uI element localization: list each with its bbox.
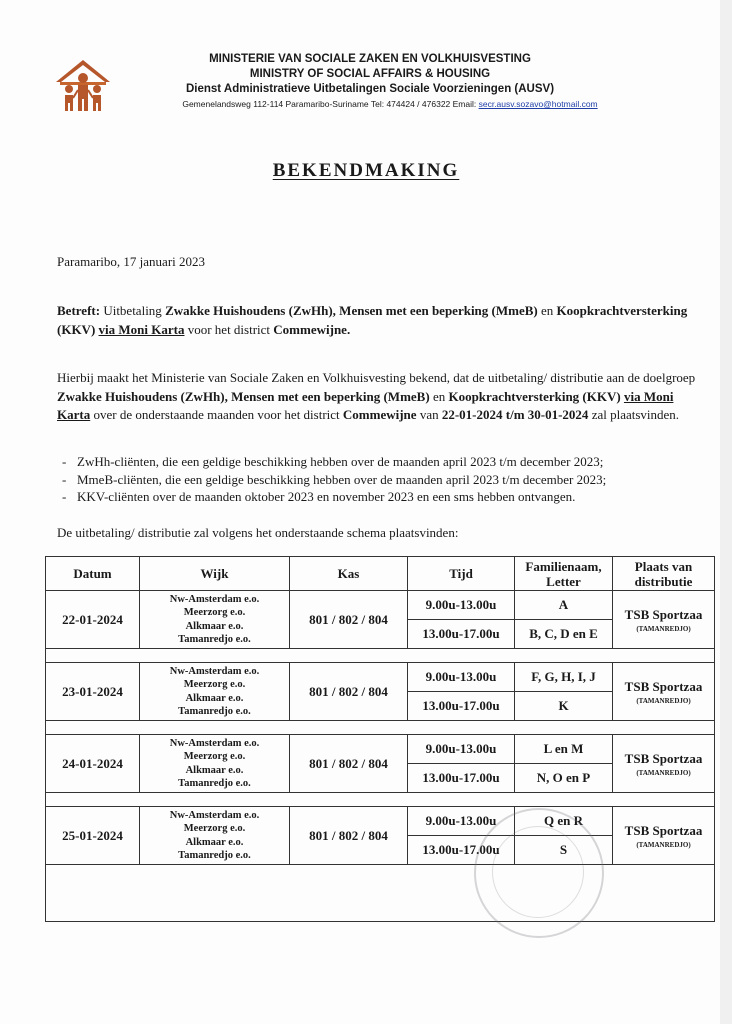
plaats-sub: (TAMANREDJO) [636,768,691,777]
subject-label: Betreft: [57,303,101,318]
wijk-line: Meerzorg e.o. [183,823,246,834]
wijk-line: Nw-Amsterdam e.o. [169,737,260,749]
subject-moni-karta: via Moni Karta [98,321,185,337]
intro-groups: Zwakke Huishoudens (ZwHh), Mensen met een beperking (MmeB) [57,388,430,404]
document-title [0,160,732,182]
letterhead-address [130,99,650,109]
cell-tijd: 9.00u-13.00u [408,663,515,692]
cell-familienaam: F, G, H, I, J [515,663,613,692]
table-header-row [46,557,715,591]
wijk-line: Tamanredjo e.o. [178,778,251,789]
intro-text: Hierbij maakt het Ministerie van Sociale Zaken en Volkhuisvesting bekend, dat de uitbetaling/ distributie aan de doelgroep [57,370,696,385]
eligibility-list [57,453,717,506]
cell-plaats [613,735,715,793]
plaats-name: TSB Sportzaa [624,822,703,838]
wijk-line: Nw-Amsterdam e.o. [169,593,260,605]
cell-tijd: 13.00u-17.00u [408,836,515,865]
faded-stamp-inner-icon [492,826,584,918]
empty-cell [46,865,715,922]
intro-text: over de onderstaande maanden voor het district [90,407,343,422]
cell-wijk [140,591,290,649]
wijk-line: Alkmaar e.o. [185,692,244,704]
cell-tijd: 9.00u-13.00u [408,591,515,620]
subject-text: en [537,303,557,318]
cell-datum: 24-01-2024 [46,735,140,793]
wijk-line: Meerzorg e.o. [183,679,246,690]
table-row [46,735,715,764]
intro-moni-karta: via Moni Karta [57,388,674,422]
cell-familienaam: L en M [515,735,613,764]
subject-groups: Zwakke Huishoudens (ZwHh), Mensen met een beperking (MmeB) [165,303,538,318]
separator-cell [46,793,715,807]
wijk-line: Nw-Amsterdam e.o. [169,809,260,821]
intro-district: Commewijne [342,407,417,422]
cell-tijd: 13.00u-17.00u [408,764,515,793]
separator-cell [46,721,715,735]
wijk-line: Tamanredjo e.o. [178,634,251,645]
cell-familienaam: B, C, D en E [515,620,613,649]
wijk-line: Nw-Amsterdam e.o. [169,665,260,677]
list-item: - ZwHh-cliënten, die een geldige beschikking hebben over de maanden april 2023 t/m december 2023; [57,453,717,471]
cell-kas: 801 / 802 / 804 [290,663,408,721]
email-link[interactable]: secr.ausv.sozavo@hotmail.com [478,99,598,109]
cell-datum: 22-01-2024 [46,591,140,649]
cell-wijk [140,735,290,793]
wijk-line: Tamanredjo e.o. [178,706,251,717]
cell-familienaam: S [515,836,613,865]
cell-datum: 25-01-2024 [46,807,140,865]
cell-tijd: 13.00u-17.00u [408,692,515,721]
intro-paragraph [57,369,707,425]
cell-kas: 801 / 802 / 804 [290,807,408,865]
header-wijk: Wijk [140,557,290,591]
plaats-name: TSB Sportzaa [624,678,703,694]
address-text: Gemenelandsweg 112-114 Paramaribo-Suriname Tel: 474424 / 476322 Email: [182,99,479,109]
list-item: - KKV-cliënten over de maanden oktober 2023 en november 2023 en een sms hebben ontvangen. [57,488,717,506]
table-row [46,663,715,692]
intro-period: 22-01-2024 t/m 30-01-2024 [441,407,589,422]
cell-plaats [613,663,715,721]
intro-text: zal plaatsvinden. [588,407,680,422]
cell-tijd: 13.00u-17.00u [408,620,515,649]
plaats-sub: (TAMANREDJO) [636,624,691,633]
subject-district: Commewijne. [273,321,351,337]
wijk-line: Alkmaar e.o. [185,836,244,848]
cell-wijk [140,807,290,865]
cell-familienaam: K [515,692,613,721]
subject-text: voor het district [184,321,274,337]
schedule-table [45,556,715,922]
cell-kas: 801 / 802 / 804 [290,735,408,793]
cell-datum: 23-01-2024 [46,663,140,721]
cell-kas: 801 / 802 / 804 [290,591,408,649]
header-plaats: Plaats van distributie [613,557,715,591]
letterhead-ministry-nl: MINISTERIE VAN SOCIALE ZAKEN EN VOLKHUISVESTING [209,53,531,65]
subject-text: Uitbetaling [100,303,166,318]
cell-familienaam: A [515,591,613,620]
intro-text: van [416,407,442,422]
table-row [46,591,715,620]
wijk-line: Alkmaar e.o. [185,620,244,632]
subject-paragraph [57,302,707,339]
cell-familienaam: N, O en P [515,764,613,793]
wijk-line: Meerzorg e.o. [183,607,246,618]
plaats-name: TSB Sportzaa [624,606,703,622]
header-tijd: Tijd [408,557,515,591]
table-empty-row [46,865,715,922]
wijk-line: Alkmaar e.o. [185,764,244,776]
header-kas: Kas [290,557,408,591]
separator-cell [46,649,715,663]
ministry-logo-icon [52,56,114,114]
plaats-name: TSB Sportzaa [624,750,703,766]
scan-edge [720,0,732,1024]
cell-plaats [613,807,715,865]
cell-tijd: 9.00u-13.00u [408,807,515,836]
plaats-sub: (TAMANREDJO) [636,840,691,849]
cell-tijd: 9.00u-13.00u [408,735,515,764]
wijk-line: Meerzorg e.o. [183,751,246,762]
header-familienaam: Familienaam, Letter [515,557,613,591]
intro-kkv: Koopkrachtversterking (KKV) [448,388,621,404]
wijk-line: Tamanredjo e.o. [178,850,251,861]
letterhead-ministry-en: MINISTRY OF SOCIAL AFFAIRS & HOUSING [249,68,491,80]
title-text: BEKENDMAKING [272,160,460,181]
schedule-intro: De uitbetaling/ distributie zal volgens het onderstaande schema plaatsvinden: [57,525,459,540]
header-datum: Datum [46,557,140,591]
letterhead-department: Dienst Administratieve Uitbetalingen Sociale Voorzieningen (AUSV) [185,83,555,95]
cell-wijk [140,663,290,721]
table-separator [46,649,715,663]
list-item: - MmeB-cliënten, die een geldige beschikking hebben over de maanden april 2023 t/m december 2023; [57,471,717,489]
table-row [46,807,715,836]
subject-kkv: Koopkrachtversterking (KKV) [57,303,688,337]
plaats-sub: (TAMANREDJO) [636,696,691,705]
cell-plaats [613,591,715,649]
intro-text: en [429,388,449,404]
cell-familienaam: Q en R [515,807,613,836]
table-separator [46,721,715,735]
date-line: Paramaribo, 17 januari 2023 [57,254,206,269]
table-separator [46,793,715,807]
